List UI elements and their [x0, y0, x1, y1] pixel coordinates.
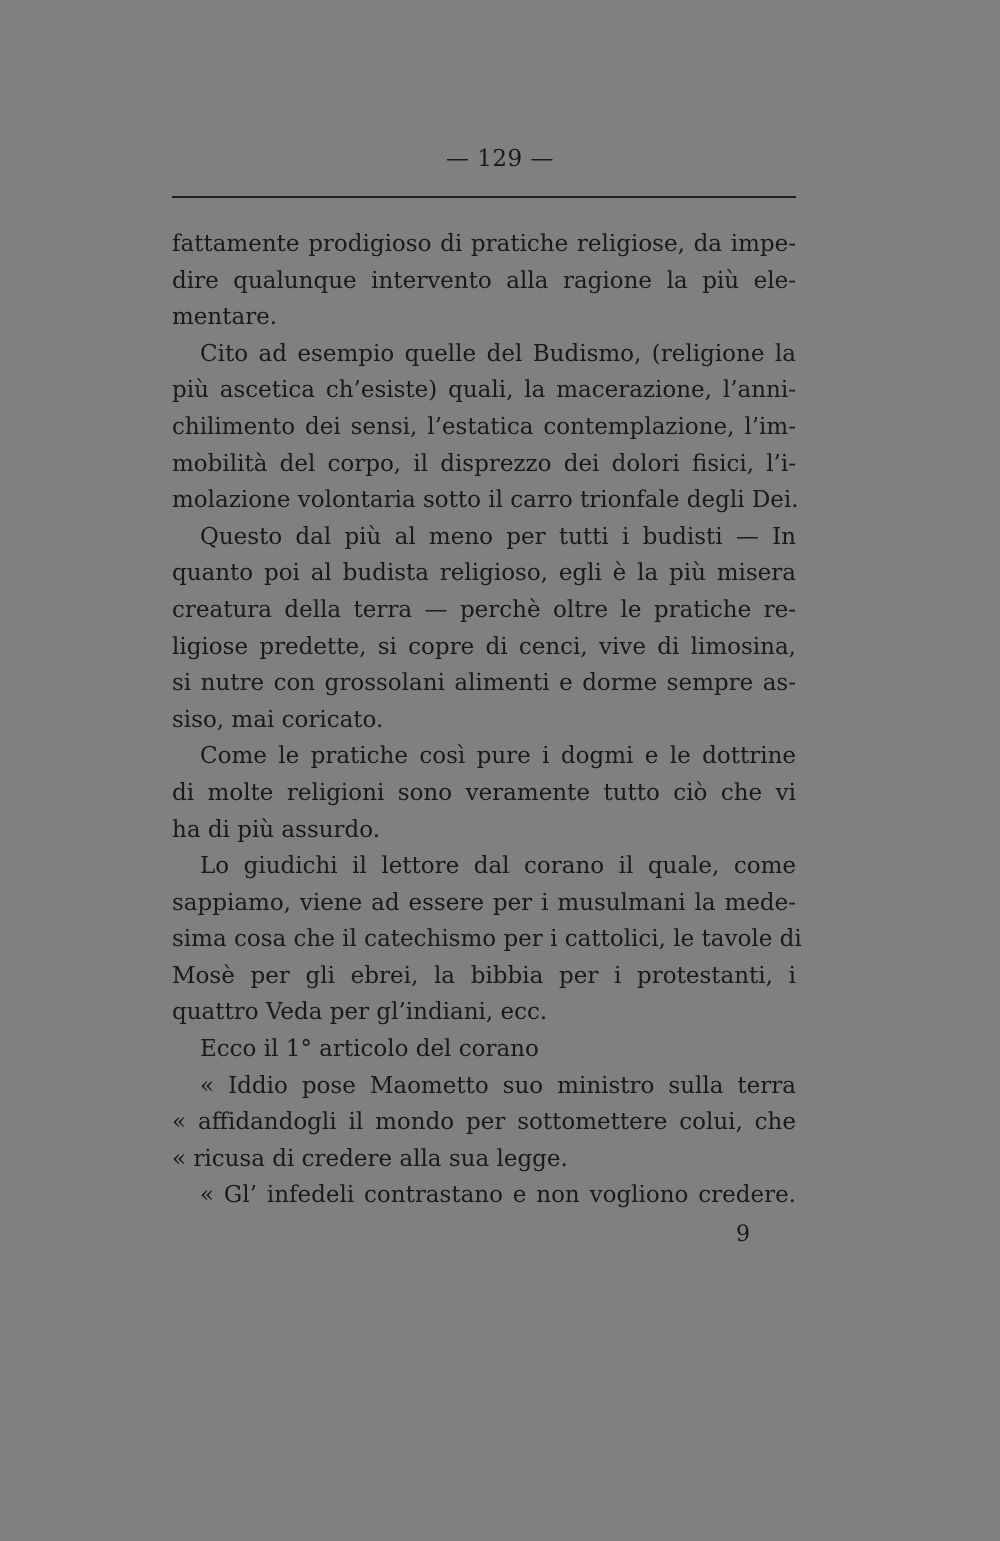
quote-line: « affidandogli il mondo per sottomettere colui, che — [172, 1109, 796, 1136]
quote-line: « Gl’ infedeli contrastano e non vogliono credere. — [200, 1182, 796, 1209]
text-line: Ecco il 1° articolo del corano — [200, 1036, 539, 1063]
text-line: fattamente prodigioso di pratiche religiose, da impe- — [172, 231, 796, 257]
text-line: di molte religioni sono veramente tutto ciò che vi — [172, 779, 796, 806]
text-line: Cito ad esempio quelle del Budismo, (religione la — [200, 340, 796, 367]
quote-line: « Iddio pose Maometto suo ministro sulla terra — [200, 1072, 796, 1099]
page-number-header: — 129 — — [445, 146, 555, 172]
signature-mark: 9 — [736, 1222, 750, 1247]
text-line: Mosè per gli ebrei, la bibbia per i protestanti, i — [172, 962, 796, 989]
text-line: mobilità del corpo, il disprezzo dei dolori fisici, l’i- — [172, 450, 796, 477]
text-line: siso, mai coricato. — [172, 706, 384, 733]
body-text — [172, 226, 802, 1214]
header-rule — [172, 196, 796, 198]
text-line: molazione volontaria sotto il carro trionfale degli Dei. — [172, 487, 799, 514]
text-line: Come le pratiche così pure i dogmi e le dottrine — [200, 743, 796, 770]
text-line: sappiamo, viene ad essere per i musulmani la mede- — [172, 889, 796, 916]
text-line: Questo dal più al meno per tutti i budisti — In — [200, 523, 796, 550]
text-line: quattro Veda per gl’indiani, ecc. — [172, 999, 548, 1026]
text-line: si nutre con grossolani alimenti e dorme sempre as- — [172, 670, 796, 697]
text-line: chilimento dei sensi, l’estatica contemplazione, l’im- — [172, 413, 796, 440]
text-line: ha di più assurdo. — [172, 816, 381, 843]
text-line: ligiose predette, si copre di cenci, vive di limosina, — [172, 633, 796, 660]
text-line: creatura della terra — perchè oltre le pratiche re- — [172, 596, 796, 623]
text-line: quanto poi al budista religioso, egli è la più misera — [172, 560, 796, 587]
text-line: sima cosa che il catechismo per i cattolici, le tavole di — [172, 926, 802, 953]
text-line: Lo giudichi il lettore dal corano il quale, come — [200, 853, 796, 880]
text-line: più ascetica ch’esiste) quali, la macerazione, l’anni- — [172, 377, 796, 404]
quote-line: « ricusa di credere alla sua legge. — [172, 1145, 568, 1172]
text-line: dire qualunque intervento alla ragione la più ele- — [172, 267, 796, 294]
text-line: mentare. — [172, 304, 278, 331]
